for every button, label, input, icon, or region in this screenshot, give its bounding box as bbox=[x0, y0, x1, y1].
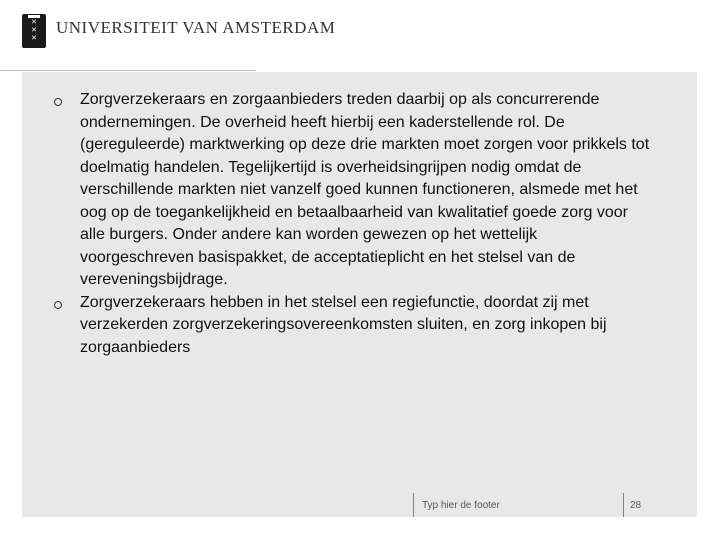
bullet-text: Zorgverzekeraars en zorgaanbieders treden daarbij op als concurrerende ondernemingen. De overheid heeft hierbij een kaderstellende rol. De (gereguleerde) marktwerking op deze drie markten moet zorgen voor prikkels tot doelmatig handelen. Tegelijkertijd is overheidsingrijpen nodig omdat de verschillende markten niet vanzelf goed kunnen functioneren, alsmede met het oog op de toegankelijkheid en betaalbaarheid van kwalitatief goede zorg voor alle burgers. Onder andere kan worden gewezen op het wettelijk voorgeschreven basispakket, de acceptatieplicht en het stelsel van de vereveningsbijdrage. bbox=[80, 91, 650, 288]
bullet-circle-icon bbox=[54, 301, 62, 309]
university-logo-icon: ✕ ✕ ✕ bbox=[22, 14, 46, 48]
bullet-text: Zorgverzekeraars hebben in het stelsel een regiefunctie, doordat zij met verzekerden zorgverzekeringsovereenkomsten sluiten, en zorg inkopen bij zorgaanbieders bbox=[80, 293, 607, 356]
bullet-circle-icon bbox=[54, 98, 62, 106]
bullet-item bbox=[52, 292, 652, 360]
header-divider bbox=[0, 70, 256, 71]
slide-header bbox=[0, 0, 720, 70]
page-number: 28 bbox=[630, 500, 642, 511]
footer-divider-left bbox=[413, 493, 414, 517]
bullet-item bbox=[52, 89, 652, 292]
footer-divider-right bbox=[623, 493, 624, 517]
university-wordmark: UNIVERSITEIT VAN AMSTERDAM bbox=[56, 18, 336, 37]
footer-text: Typ hier de footer bbox=[422, 500, 500, 511]
bullet-list bbox=[52, 89, 652, 359]
